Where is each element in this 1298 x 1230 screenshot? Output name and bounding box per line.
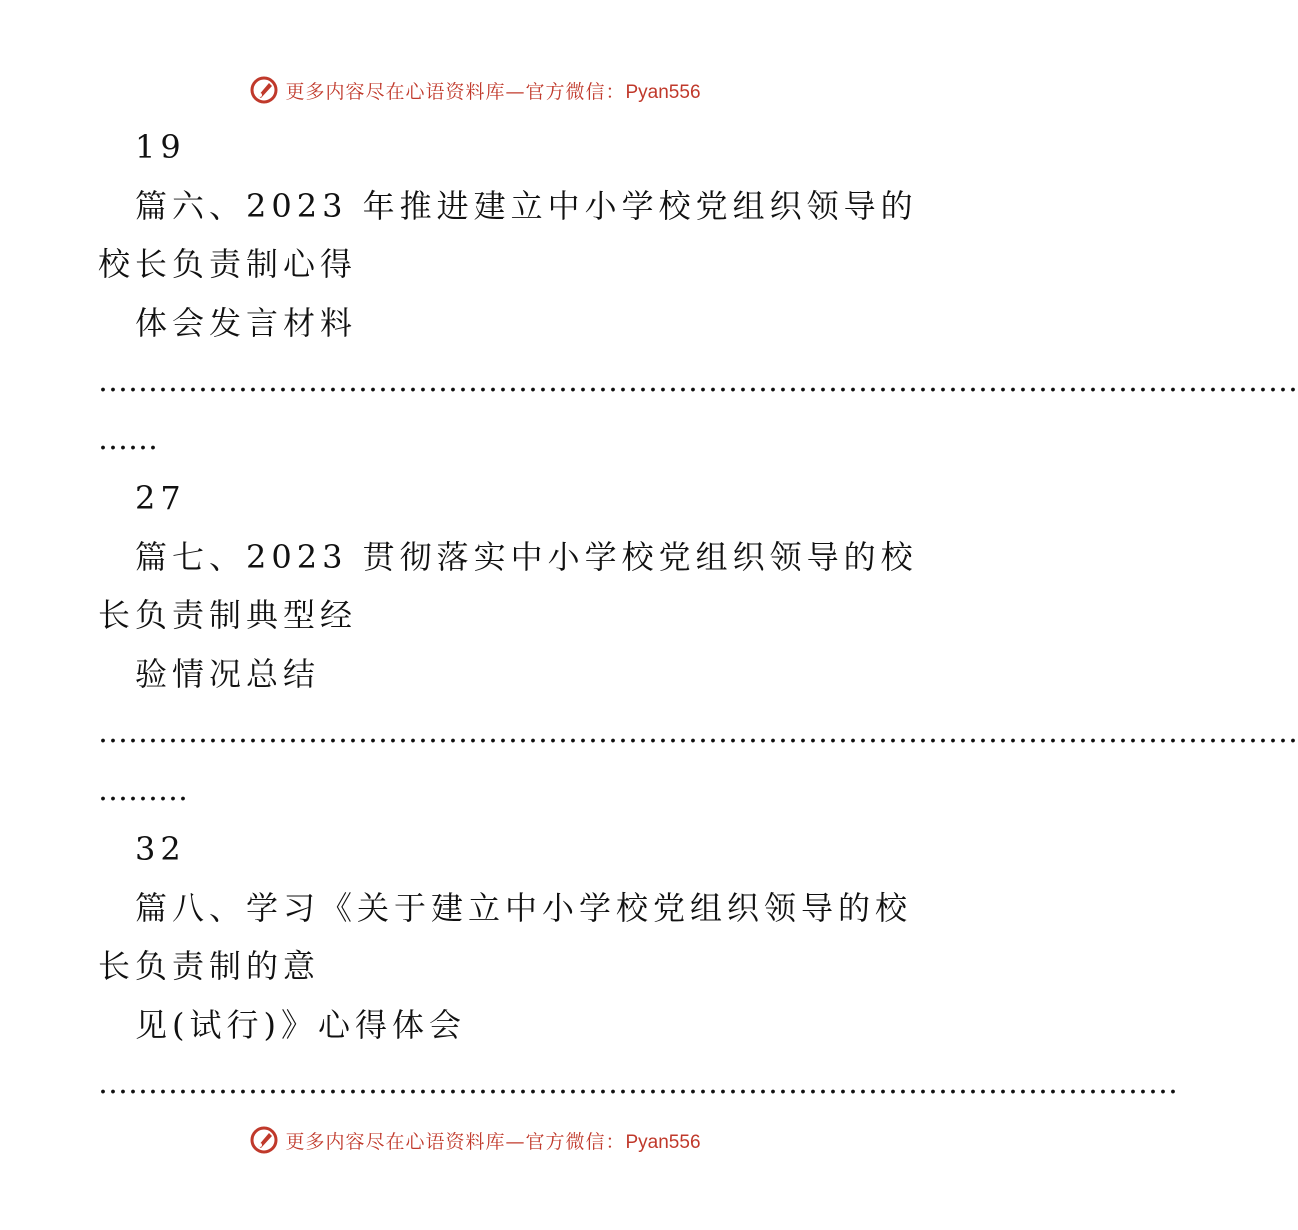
- footer-banner: [0, 1120, 950, 1160]
- toc-item-7-title-cont2: 验情况总结: [135, 655, 321, 693]
- toc-item-6-title-cont2: 体会发言材料: [135, 304, 358, 342]
- toc-item-8-title-cont: 长负责制的意: [98, 947, 321, 985]
- banner-text: [285, 77, 700, 104]
- banner-label: 更多内容尽在心语资料库—官方微信：: [285, 1130, 626, 1153]
- pen-nib-logo-icon: [249, 1125, 279, 1155]
- page-number-32: 32: [135, 830, 186, 868]
- toc-leader-dots: …………………………………………………………………………………………………………: [98, 364, 1298, 399]
- toc-item-6-title-cont: 校长负责制心得: [98, 245, 358, 283]
- toc-item-8-title-cont2: 见(试行)》心得体会: [135, 1006, 466, 1044]
- toc-leader-dots: …………………………………………………………………………………………………………: [98, 715, 1298, 750]
- toc-item-7-title-cont: 长负责制典型经: [98, 596, 358, 634]
- toc-item-6-title: 篇六、2023 年推进建立中小学校党组织领导的: [135, 187, 918, 225]
- page-number-27: 27: [135, 479, 186, 517]
- toc-item-8-title: 篇八、学习《关于建立中小学校党组织领导的校: [135, 889, 913, 927]
- banner-label: 更多内容尽在心语资料库—官方微信：: [285, 80, 626, 103]
- banner-wechat-id: Pyan556: [625, 81, 701, 103]
- header-banner: [0, 70, 950, 110]
- banner-wechat-id: Pyan556: [625, 1131, 701, 1153]
- toc-leader-dots-cont: ……: [98, 422, 158, 457]
- toc-item-7-title: 篇七、2023 贯彻落实中小学校党组织领导的校: [135, 538, 918, 576]
- page-number-19: 19: [135, 128, 186, 166]
- pen-nib-logo-icon: [249, 75, 279, 105]
- toc-leader-dots-cont: ………: [98, 773, 188, 808]
- toc-leader-dots: ………………………………………………………………………………………………: [98, 1066, 1178, 1101]
- banner-text: [285, 1127, 700, 1154]
